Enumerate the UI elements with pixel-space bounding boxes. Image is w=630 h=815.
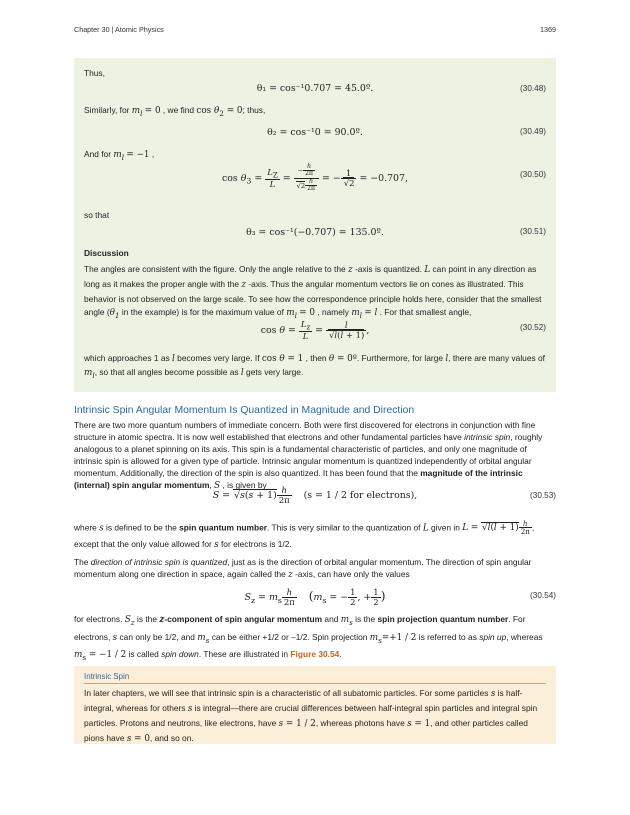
discussion-paragraph: The angles are consistent with the figure. Only the angle relative to the z -axis is quantized. L can point in any direction as long as it makes the proper angle with the z -axis. Thus the angular momentum vectors lie on cones as illustrated. This behavior is not observed on the large scale. To see how the correspondence principle holds here, consider that the smallest angle ($\theta_1$ in the example) is for the maximum value of $m_l = 0$ , namely $m_l = l$ . For that smallest angle, [84,264,542,320]
discussion-conclusion: which approaches 1 as l becomes very large. If cos θ = 1 , then θ = 0º. Furthermore, for large l, there are many values of $m_l$, so that all angles become possible as l gets very large. [84,353,545,380]
equation-30-51: θ₃ = cos⁻¹(−0.707) = 135.0º. [246,227,384,238]
similarly-text: Similarly, for $m_l = 0$ , we find $\cos \theta_2 = 0$; thus, [84,105,266,118]
discussion-heading: Discussion [84,248,129,258]
intro-paragraph: There are two more quantum numbers of immediate concern. Both were first discovered for electrons in conjunction with fine structure in atomic spectra. It is now well established that electrons and other fundamental particles have intrinsic spin, roughly analogous to a planet spinning on its axis. This spin is a fundamental characteristic of particles, and only one magnitude of intrinsic spin is allowed for a given type of particle. Intrinsic angular momentum is quantized independently of orbital angular momentum. Additionally, the direction of the spin is also quantized. It has been found that the magnitude of the intrinsic (internal) spin angular momentum, S , is given by [74,420,543,491]
figure-30-54-link[interactable]: Figure 30.54 [290,649,340,660]
eq-number-30-49: (30.49) [520,127,546,136]
eq-number-30-48: (30.48) [520,84,546,93]
equation-30-54: $S_z = m_s$ $\frac{h}{2\pi}$ ($m_s$ = − $\frac{1}{2}$ , + $\frac{1}{2}$ ) [244,587,386,607]
direction-paragraph: The direction of intrinsic spin is quantized, just as is the direction of orbital angular momentum. The direction of spin angular momentum along one direction in space, again called the z -axis, can have only the values [74,557,532,580]
intrinsic-spin-note [74,666,556,744]
page-number: 1369 [540,25,556,34]
note-divider [84,683,546,684]
so-that-text: so that [84,210,110,220]
equation-30-53: S = √s(s + 1) $\frac{h}{2\pi}$ (s = 1 / 2 for electrons), [212,485,418,505]
eq-number-30-50: (30.50) [520,170,546,179]
eq-number-30-54: (30.54) [530,591,556,600]
equation-30-52: cos θ = $\frac{L_z}{L}$ = $\frac{l}{√l(l + 1)}$ , [260,319,370,342]
equation-30-49: θ₂ = cos⁻¹0 = 90.0º. [267,127,363,138]
projection-paragraph: for electrons. $S_z$ is the z-component of spin angular momentum and $m_s$ is the spin projection quantum number. For electrons, s can only be 1/2, and $m_s$ can be either +1/2 or –1/2. Spin projection $m_s=+1 / 2$ is referred to as spin up, whereas $m_s = -1 / 2$ is called spin down. These are illustrated in Figure 30.54. [74,614,543,662]
spin-quantum-paragraph: where s is defined to be the spin quantum number. This is very similar to the quantization of L given in L = √l(l + 1) $\frac{h}{2\pi}$ , except that the only value allowed for s for electrons is 1/2. [74,519,535,550]
chapter-title: Chapter 30 | Atomic Physics [74,25,164,34]
note-title: Intrinsic Spin [84,672,130,681]
thus-text: Thus, [84,68,105,78]
eq-number-30-52: (30.52) [520,323,546,332]
section-heading: Intrinsic Spin Angular Momentum Is Quantized in Magnitude and Direction [74,405,415,416]
and-for-text: And for $m_l = -1$ , [84,149,155,162]
note-body: In later chapters, we will see that intrinsic spin is a characteristic of all subatomic particles. For some particles s is half-integral, whereas for others s is integral—there are crucial differences between half-integral spin particles and integral spin particles. Protons and neutrons, like electrons, have s = 1 / 2, whereas photons have s = 1, and other particles called pions have s = 0, and so on. [84,688,538,744]
eq-number-30-53: (30.53) [530,491,556,500]
equation-30-50: $\cos \theta_3$ = $\frac{L_Z}{L}$ = − $\frac{h}{2\pi}$ √2 $\frac{h}{2\pi}$ = − $\frac{1}{√2}$ = −0.707, [222,163,408,193]
example-box [74,58,556,392]
equation-30-48: θ₁ = cos⁻¹0.707 = 45.0º. [256,83,374,94]
eq-number-30-51: (30.51) [520,227,546,236]
running-header [74,25,556,37]
